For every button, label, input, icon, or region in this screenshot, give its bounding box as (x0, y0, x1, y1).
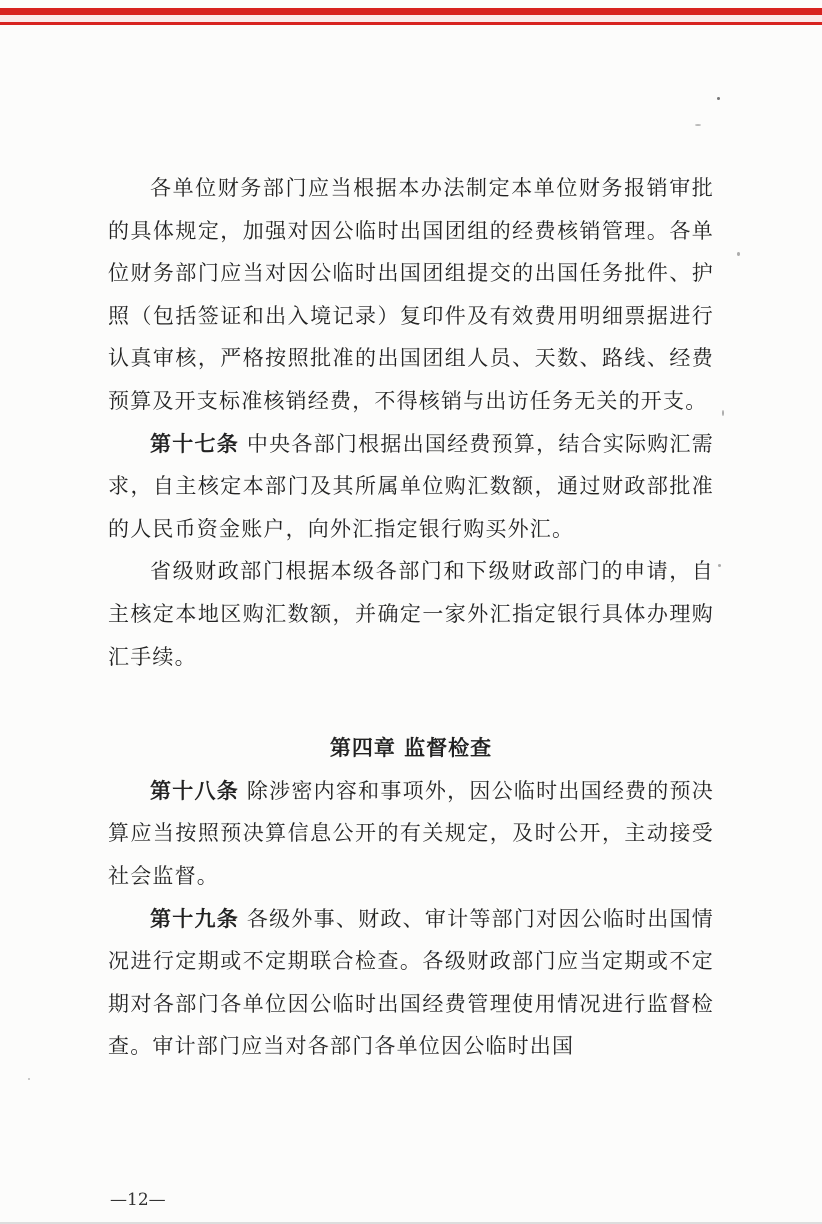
paragraph-text: 除涉密内容和事项外，因公临时出国经费的预决算应当按照预决算信息公开的有关规定，及时公开，主动接受社会监督。 (108, 778, 714, 888)
scan-speck (28, 1078, 30, 1080)
paragraph-text: 中央各部门根据出国经费预算，结合实际购汇需求，自主核定本部门及其所属单位购汇数额，通过财政部批准的人民币资金账户，向外汇指定银行购买外汇。 (108, 431, 714, 541)
header-rule-gap (0, 15, 822, 22)
scan-speck (695, 124, 701, 126)
page-number: —12— (110, 1190, 166, 1210)
header-red-rule-thick (0, 8, 822, 15)
chapter-title: 第四章 监督检查 (329, 735, 493, 761)
paragraph-text: 各单位财务部门应当根据本办法制定本单位财务报销审批的具体规定，加强对因公临时出国团组的经费核销管理。各单位财务部门应当对因公临时出国团组提交的出国任务批件、护照（包括签证和出入境记录）复印件及有效费用明细票据进行认真审核，严格按照批准的出国团组人员、天数、路线、经费预算及开支标准核销经费，不得核销与出访任务无关的开支。 (108, 176, 714, 413)
paragraph-article-19 (108, 898, 714, 1068)
paragraph-article-18 (108, 770, 714, 898)
scan-speck (717, 97, 720, 100)
document-body (108, 167, 714, 1068)
paragraph-text: 各级外事、财政、审计等部门对因公临时出国情况进行定期或不定期联合检查。各级财政部门应当定期或不定期对各部门各单位因公临时出国经费管理使用情况进行监督检查。审计部门应当对各部门各单位因公临时出国 (108, 906, 714, 1059)
header-red-rule-thin (0, 22, 822, 25)
paragraph-text: 省级财政部门根据本级各部门和下级财政部门的申请，自主核定本地区购汇数额，并确定一家外汇指定银行具体办理购汇手续。 (108, 559, 714, 669)
paragraph-article-17 (108, 423, 714, 551)
article-lead: 第十八条 (150, 777, 239, 803)
article-lead: 第十九条 (150, 905, 239, 931)
scan-speck (737, 252, 740, 256)
article-lead: 第十七条 (150, 430, 239, 456)
scan-speck (718, 564, 721, 567)
paragraph-provincial-purchase (108, 550, 714, 678)
paragraph-reimbursement-review (108, 167, 714, 423)
scan-speck (722, 410, 724, 416)
